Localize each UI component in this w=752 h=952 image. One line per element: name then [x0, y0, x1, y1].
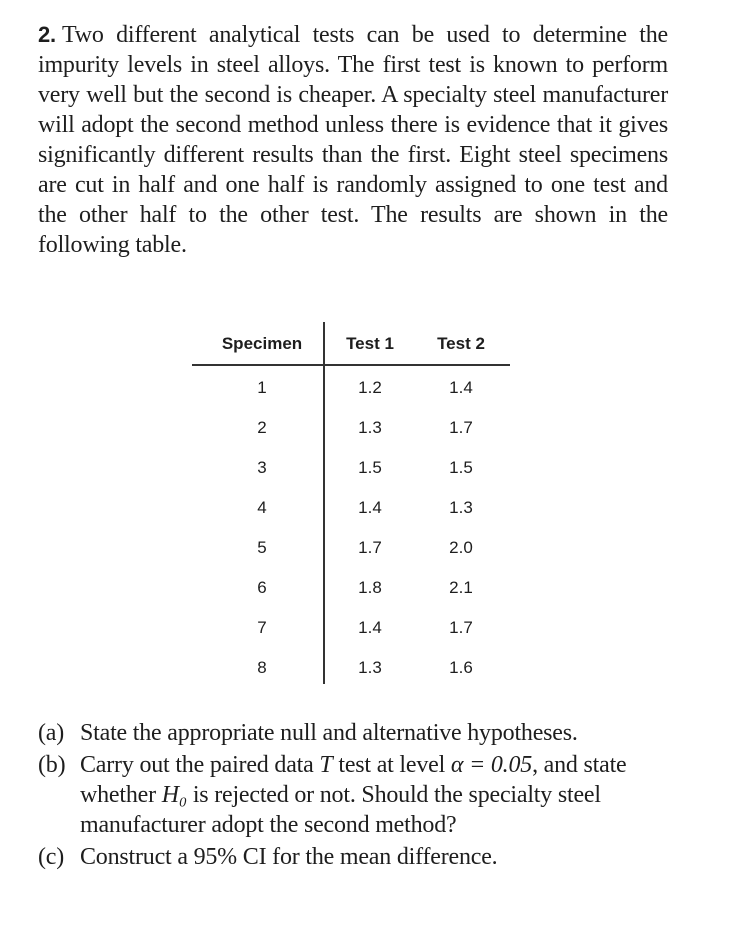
cell-test-2: 1.7	[449, 618, 473, 637]
cell-specimen: 1	[257, 378, 267, 397]
cell-specimen: 3	[257, 458, 267, 477]
cell-specimen: 6	[257, 578, 267, 597]
question-a-label: (a)	[38, 720, 65, 746]
question-list	[38, 718, 668, 874]
cell-test-1: 1.4	[358, 498, 382, 517]
cell-test-1: 1.3	[358, 658, 382, 677]
cell-test-2: 1.5	[449, 458, 473, 477]
question-b-text-part: is rejected or not. Should the specialty steel manufacturer adopt the second method?	[80, 782, 601, 838]
problem-text: Two different analytical tests can be used to determine the impurity levels in steel alloys. The first test is known to perform very well but the second is cheaper. A specialty steel manufacturer will adopt the second method unless there is evidence that it gives significantly different results than the first. Eight steel specimens are cut in half and one half is randomly assigned to one test and the other half to the other test. The results are shown in the following table.	[38, 22, 668, 258]
question-b	[38, 750, 668, 840]
table-header-rule	[192, 364, 510, 366]
question-c	[38, 842, 668, 872]
problem-number: 2.	[38, 22, 56, 47]
cell-test-2: 1.3	[449, 498, 473, 517]
table-vertical-rule	[323, 322, 325, 684]
question-b-text	[80, 750, 668, 840]
question-b-text-part: , and state whether	[80, 752, 627, 808]
cell-test-1: 1.8	[358, 578, 382, 597]
cell-test-1: 1.3	[358, 418, 382, 437]
null-hypothesis-symbol: H₀	[161, 782, 187, 808]
results-table	[192, 322, 512, 684]
cell-specimen: 4	[257, 498, 267, 517]
problem-statement	[38, 20, 668, 260]
cell-test-1: 1.2	[358, 378, 382, 397]
header-test-2: Test 2	[437, 334, 485, 353]
cell-test-2: 1.4	[449, 378, 473, 397]
cell-test-2: 1.6	[449, 658, 473, 677]
cell-test-1: 1.7	[358, 538, 382, 557]
question-b-label: (b)	[38, 752, 66, 778]
cell-specimen: 7	[257, 618, 267, 637]
question-b-text-part: test at level	[338, 752, 446, 778]
question-c-label: (c)	[38, 844, 65, 870]
t-symbol: T	[319, 752, 333, 778]
cell-specimen: 2	[257, 418, 267, 437]
cell-test-2: 2.1	[449, 578, 473, 597]
question-b-text-part: Carry out the paired data	[80, 752, 314, 778]
header-specimen: Specimen	[221, 334, 303, 353]
question-a-text: State the appropriate null and alternative hypotheses.	[80, 720, 578, 746]
header-test-1: Test 1	[346, 334, 394, 353]
alpha-level: α = 0.05	[450, 752, 533, 778]
cell-specimen: 8	[257, 658, 267, 677]
question-c-text: Construct a 95% CI for the mean difference.	[80, 844, 498, 870]
cell-test-2: 1.7	[449, 418, 473, 437]
cell-test-2: 2.0	[449, 538, 473, 557]
cell-test-1: 1.5	[358, 458, 382, 477]
cell-test-1: 1.4	[358, 618, 382, 637]
cell-specimen: 5	[257, 538, 267, 557]
question-a	[38, 718, 668, 748]
